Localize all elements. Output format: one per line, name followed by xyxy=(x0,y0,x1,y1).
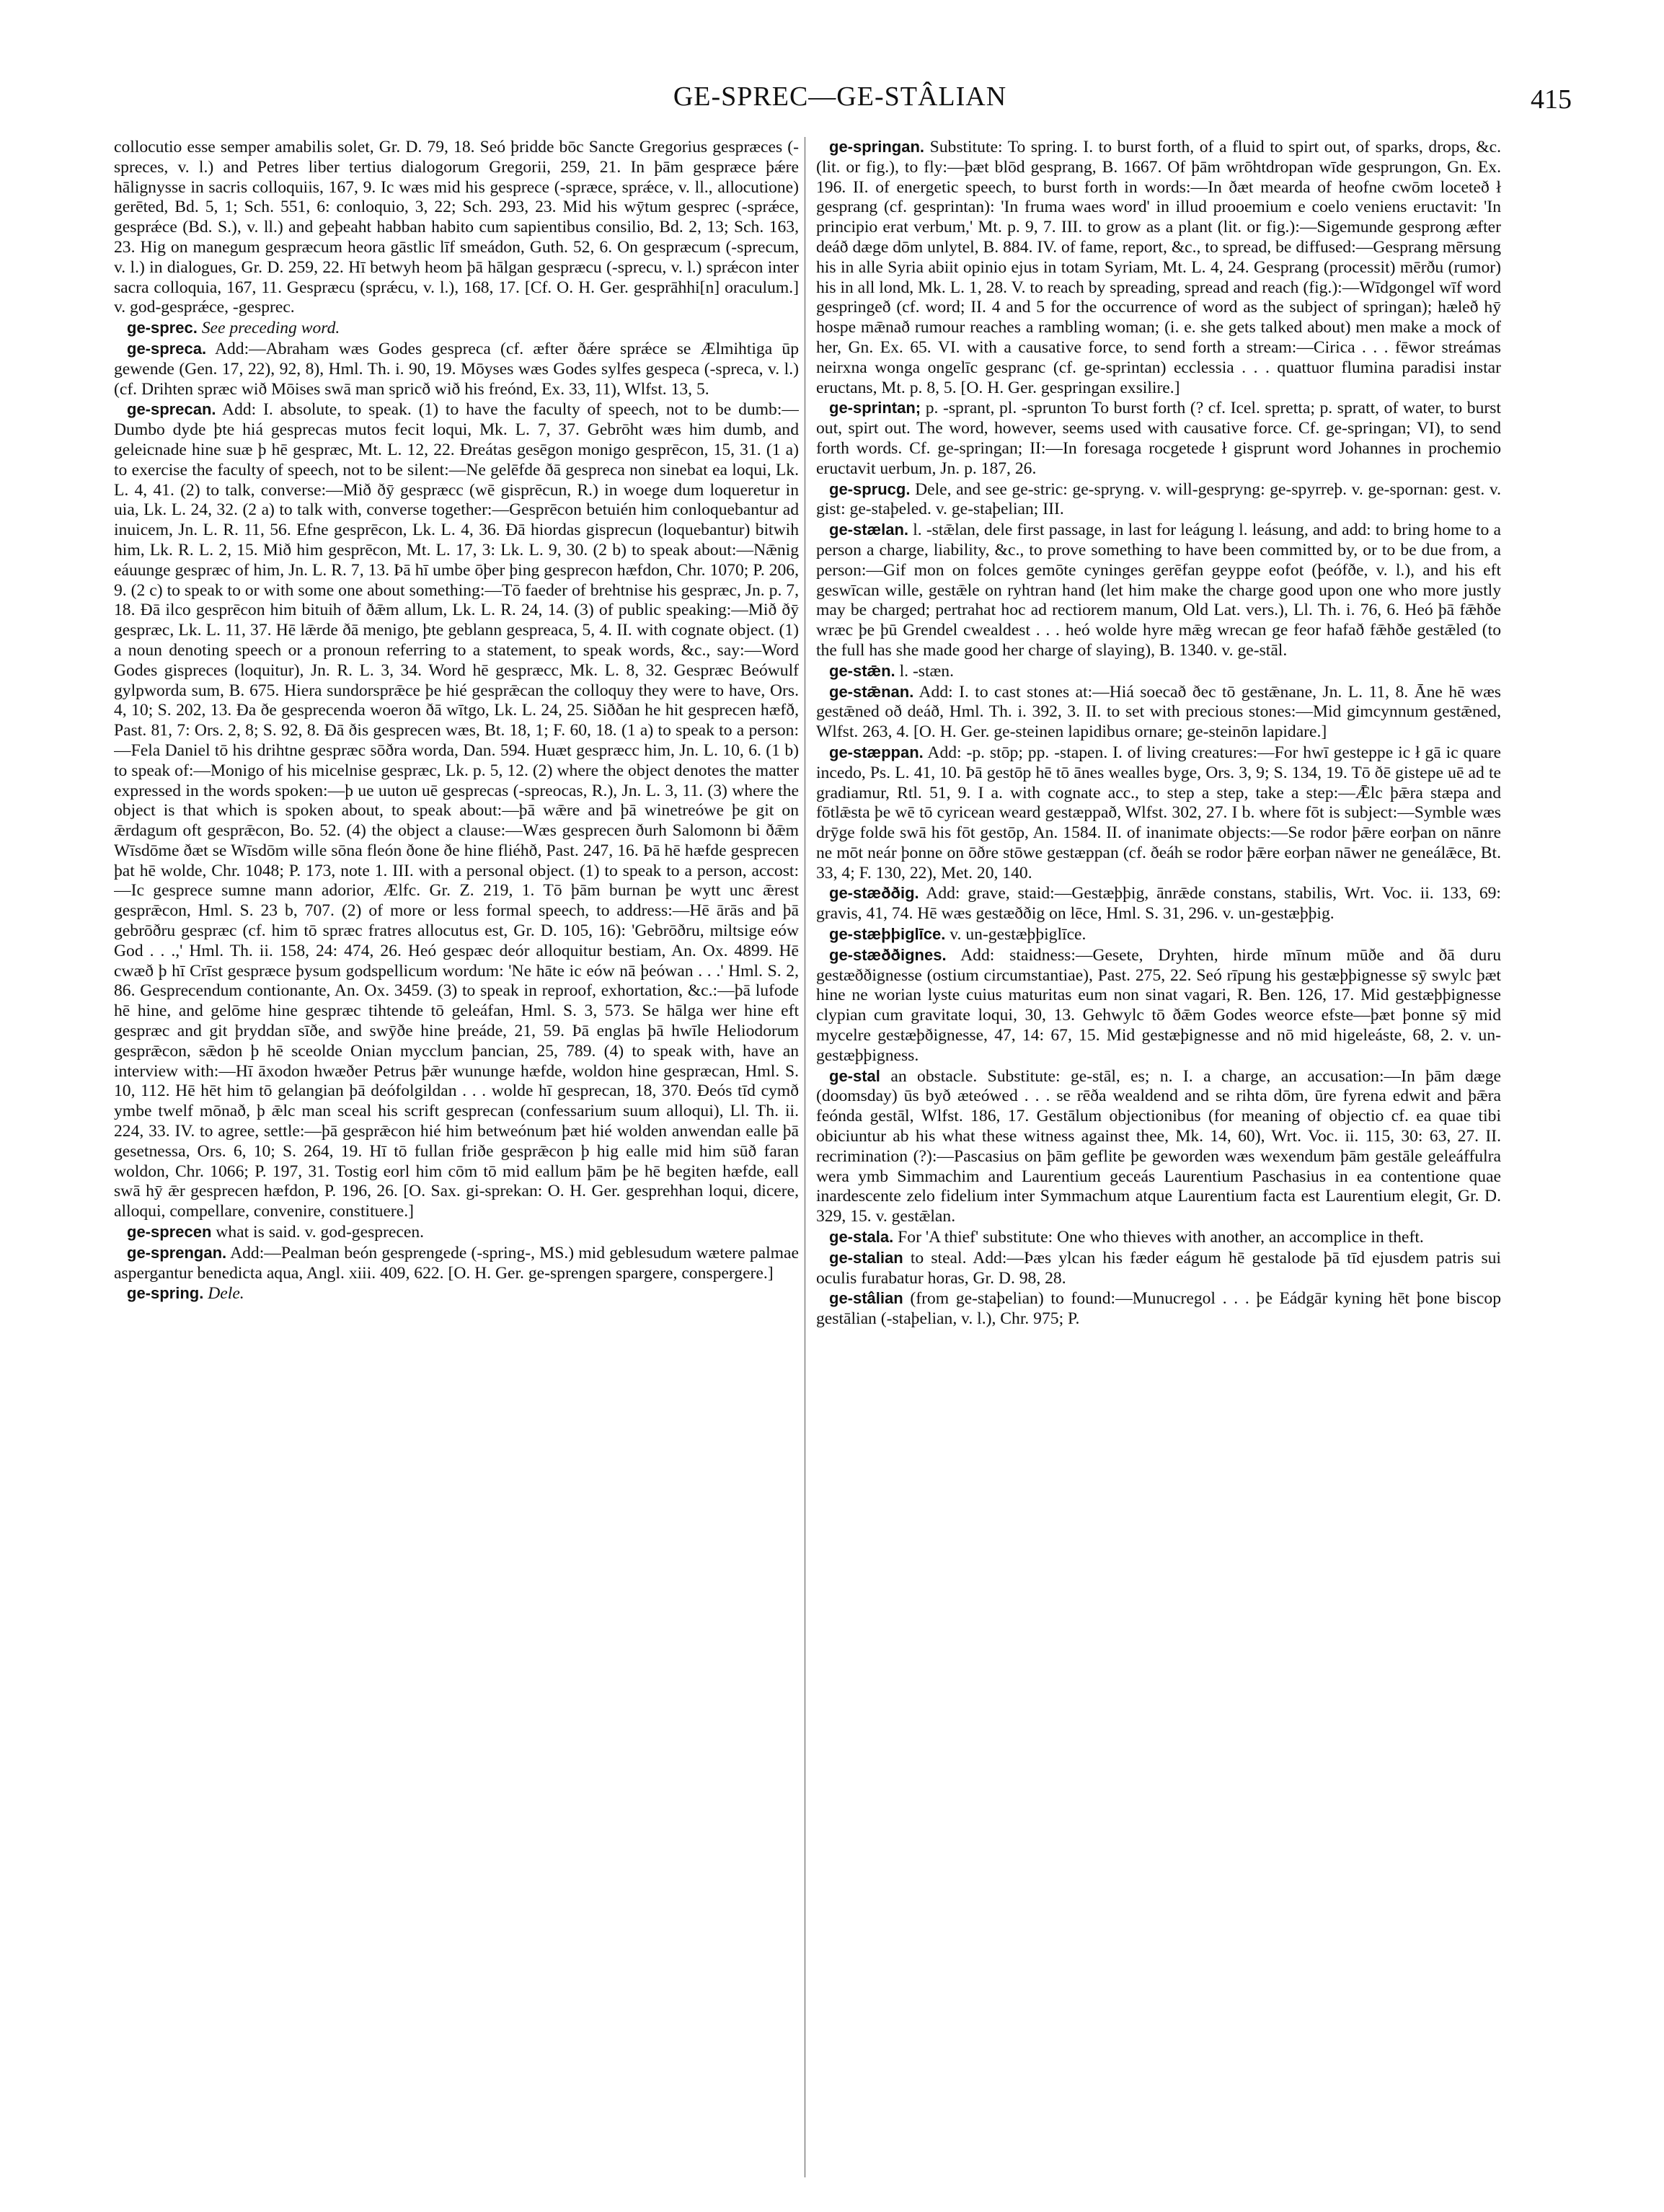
entry-headword: ge-stal xyxy=(829,1066,880,1085)
dictionary-entry xyxy=(816,1288,1501,1330)
entry-headword: ge-stæþþiglīce. xyxy=(829,925,946,944)
entry-headword: ge-stǣn. xyxy=(829,661,895,680)
entry-headword: ge-stæððignes. xyxy=(829,945,947,964)
entry-text: Add: grave, staid:—Gestæþþig, ānrǣde constans, stabilis, Wrt. Voc. ii. 133, 69: gravis, 41, 74. Hē wæs gestæððig on lēce, Hml. S. 31, 296. v. un-gestæþþig. xyxy=(816,884,1501,924)
entry-text: Add:—Pealman beón gesprengede (-spring-, MS.) mid geblesudum wætere palmae aspergantur benedicta aqua, Angl. xiii. 409, 622. [O. H. Ger. ge-sprengen spargere, conspergere.] xyxy=(114,1243,799,1283)
dictionary-entry xyxy=(816,137,1501,398)
dictionary-entry xyxy=(816,924,1501,945)
dictionary-entry xyxy=(114,137,799,318)
entry-headword: ge-stæððig. xyxy=(829,884,919,903)
entry-headword: ge-stælan. xyxy=(829,521,909,539)
dictionary-entry xyxy=(816,520,1501,661)
page-header xyxy=(108,81,1572,124)
dictionary-entry xyxy=(816,945,1501,1066)
entry-text: Dele. xyxy=(208,1284,244,1304)
entry-text: See preceding word. xyxy=(201,319,340,338)
entry-headword: ge-spreca. xyxy=(127,339,207,358)
entry-text: l. -stæn. xyxy=(899,661,954,681)
entry-headword: ge-sprintan; xyxy=(829,399,921,417)
entry-text: Substitute: To spring. I. to burst forth, of a fluid to spirt out, of sparks, drops, &c. (lit. or fig.), to fly:—þæt blōd gesprang, B. 1667. Of þām wrōhtdropan wīde gesprungon, Gn. Ex. 196. II. of energetic speech, to burst forth in words:—In ðæt mearda of heofne cwōm loceteð ł gesprang (cf. gesprintan): 'In fruma waes word' in illud prooemium e coelo veniens eructavit: 'In principio erat verbum,' Mt. p. 9, 7. III. to grow as a plant (lit. or fig.):—Sigemunde gesprong æfter deáð dæge dōm unlytel, B. 884. IV. of fame, report, &c., to spread, be diffused:—Gesprang mērsung his in alle Syria abiit opinio ejus in totam Syriam, Mt. L. 4, 24. Gesprang (processit) mērðu (rumor) his in all lond, Mk. L. 1, 28. V. to reach by spreading, spread and reach (fig.):—Wīdgongel wīf word gespringeð (cf. word; II. 4 and 5 for the occurrence of word as the subject of springan); hæleð hȳ hospe mǣnað rumour reaches a rambling woman; (i. e. she gets talked about) men make a mock of her, Gn. Ex. 65. VI. with a causative force, to send forth a stream:—Cirica . . . fēwor streámas neirxna wonga ongelīc gespranc (cf. ge-sprintan) ecclessia . . . quattuor flumina paradisi instar eructans, Mt. p. 8, 5. [O. H. Ger. gespringan exsilire.] xyxy=(816,138,1501,397)
entry-headword: ge-stæppan. xyxy=(829,743,924,761)
left-column xyxy=(114,137,799,2185)
entry-text: Add: I. to cast stones at:—Hiá soecað ðec tō gestǣnane, Jn. L. 11, 8. Āne hē wæs gestǣned oð deáð, Hml. Th. i. 392, 3. II. to set with precious stones:—Mid gimcynnum gestǣned, Wlfst. 263, 4. [O. H. Ger. ge-steinen lapidibus ornare; ge-steinōn lapidare.] xyxy=(816,682,1501,742)
entry-text: Add: -p. stōp; pp. -stapen. I. of living creatures:—For hwī gesteppe ic ł gā ic quare incedo, Ps. L. 41, 10. Þā gestōp hē tō ānes wealles byge, Ors. 3, 9; S. 134, 19. Tō ðē gistepe uē ad te gradiamur, Rtl. 51, 9. I a. with cognate acc., to step a step, take a step:—Ǣlc þǣra stæpa and fōtlǣsta þe wē tō cyricean weard gestæppað, Wlfst. 302, 27. I b. where fōt is subject:—Symble wæs drȳge folde swā his fōt gestōp, An. 1584. II. of inanimate objects:—Se rodor þǣre eorþan on nānre ne mōt neár þonne on ōðre stōwe gestæppan (cf. ðeáh se rodor þǣre eorþan nāwer ne geneálǣce, Bt. 33, 4; F. 130, 22), Met. 20, 140. xyxy=(816,743,1501,882)
entry-text: For 'A thief' substitute: One who thieves with another, an accomplice in theft. xyxy=(898,1228,1424,1247)
entry-text: Add: staidness:—Gesete, Dryhten, hirde mīnum mūðe and ðā duru gestæððignesse (ostium circumstantiae), Past. 275, 22. Seó rīpung his gestæþþignesse sȳ swylc þæt hine ne worian lyste cuius maturitas eum non sinat vagari, R. Ben. 126, 17. Mid gestæþþignesse clypian cum gravitate loqui, 30, 13. Gehwylc tō ðǣm Godes weorce efste—þæt þonne sȳ mid mycelre gestæþðignesse, 47, 14: 67, 15. Mid gestæþignesse and nō mid higeleáste, 68, 2. v. un-gestæþþigness. xyxy=(816,945,1501,1065)
entry-text: Add:—Abraham wæs Godes gespreca (cf. æfter ðǽre sprǽce se Ælmihtiga ūp gewende (Gen. 17, 22), 92, 8), Hml. Th. i. 90, 19. Mōyses wæs Godes sylfes gespeca (-spreca, v. l.) (cf. Drihten spræc wið Mōises swā man spricð wið his freónd, Ex. 33, 11), Wlfst. 13, 5. xyxy=(114,339,799,399)
page-number: 415 xyxy=(1531,84,1572,115)
entry-headword: ge-sprecan. xyxy=(127,400,216,419)
dictionary-entry xyxy=(816,1066,1501,1227)
entry-text: collocutio esse semper amabilis solet, Gr. D. 79, 18. Seó þridde bōc Sancte Gregorius gespræces (-spreces, v. l.) and Petres liber tertius dialogorum Gregorii, 259, 21. In þām gespræce þǽre hālignysse in sacris colloquiis, 167, 9. Ic wæs mid his gesprece (-spræce, sprǽce, v. ll., allocutione) gerēted, Bd. 5, 1; Sch. 551, 6: conloquio, 3, 22; Sch. 293, 23. Mid his wȳtum gesprec (-sprǽce, gesprǽce (Bd. S.), v. ll.) and geþeaht habban habito cum sapientibus consilio, Bd. 2, 13; Sch. 163, 23. Hig on manegum gespræcum heora gāstlic līf smeádon, Guth. 52, 6. On gespræcum (-sprecum, v. l.) in dialogues, Gr. D. 259, 22. Hī betwyh heom þā hālgan gespræcu (-sprecu, v. l.) sprǽcon inter sacra colloquia, 167, 11. Gespræcu (sprǽcu, v. l.), 168, 17. [Cf. O. H. Ger. gesprāhhi[n] oraculum.] v. god-gesprǽce, -gesprec. xyxy=(114,138,799,317)
entry-text: what is said. v. god-gesprecen. xyxy=(216,1223,425,1242)
entry-headword: ge-sprec. xyxy=(127,319,198,337)
entry-headword: ge-stala. xyxy=(829,1228,894,1247)
entry-text: v. un-gestæþþiglīce. xyxy=(950,925,1087,944)
entry-text: Dele, and see ge-stric: ge-spryng. v. will-gespryng: ge-spyrreþ. v. ge-spornan: gest. v. gist: ge-staþeled. v. ge-staþelian; III. xyxy=(816,479,1501,519)
entry-headword: ge-sprucg. xyxy=(829,479,911,498)
dictionary-entry xyxy=(816,1248,1501,1289)
entry-headword: ge-sprengan. xyxy=(127,1243,227,1262)
entry-text: p. -sprant, pl. -sprunton To burst forth (? cf. Icel. spretta; p. spratt, of water, to burst out, spirt out. The word, however, seems used with causative force. Cf. ge-springan; VI), to send forth words. Cf. ge-springan; II:—In foresaga rocgetede ł gisprunt word Johannes in prochemio eructavit uerbum, Jn. p. 187, 26. xyxy=(816,399,1501,478)
dictionary-entry xyxy=(816,398,1501,479)
dictionary-entry xyxy=(816,743,1501,884)
running-title: GE-SPREC—GE-STÂLIAN xyxy=(673,81,1007,112)
entry-headword: ge-springan. xyxy=(829,138,925,156)
dictionary-entry xyxy=(114,1222,799,1243)
dictionary-entry xyxy=(816,1227,1501,1248)
entry-headword: ge-sprecen xyxy=(127,1223,212,1242)
entry-headword: ge-stalian xyxy=(829,1248,903,1267)
dictionary-entry xyxy=(816,479,1501,521)
entry-headword: ge-stâlian xyxy=(829,1289,903,1308)
dictionary-entry xyxy=(114,399,799,1222)
dictionary-entry xyxy=(114,339,799,399)
dictionary-entry xyxy=(114,1243,799,1284)
dictionary-entry xyxy=(816,883,1501,924)
entry-text: Add: I. absolute, to speak. (1) to have the faculty of speech, not to be dumb:—Dumbo dyde þte hiá gesprecas mutos fecit loqui, Mk. L. 7, 37. Gebrōht wæs him dumb, and geleicnade hine suæ þ hē gespræc, Mt. L. 12, 22. Ðreátas gesēgon monigo gesprēcon, 15, 31. (1 a) to exercise the faculty of speech, not to be silent:—Ne gelēfde ðā gespreca non sinebat ea loqui, Lk. L. 4, 41. (2) to talk, converse:—Mið ðȳ gespræcc (wē gisprēcun, R.) in woege dum loqueretur in uia, Lk. L. 24, 32. (2 a) to talk with, converse together:—Gesprēcon betuién him conloquebantur ad inuicem, Jn. L. R. 11, 56. Efne gesprēcon, Lk. L. 4, 36. Ðā hiordas gisprecun (loquebantur) bitwih him, Lk. R. L. 2, 15. Mið him gesprēcon, Mt. L. 17, 3: Lk. L. 9, 30. (2 b) to speak about:—Nǣnig eáuunge gespræc of him, Jn. L. R. 7, 13. Þā hī umbe ōþer þing gesprecon hæfdon, Chr. 1070; P. 206, 9. (2 c) to speak to or with some one about something:—Tō faeder of brehtnise his gespræc, Jn. p. 7, 18. Ðā ilco gesprēcon him bituih of ðǣm allum, Lk. L. R. 24, 14. (3) of public speaking:—Mið ðȳ gespræc, Lk. L. 11, 37. Hē lǣrde ðā menigo, þte geblann gespreaca, 5, 4. II. with cognate object. (1) a noun denoting speech or a pronoun referring to a statement, to speak words, &c., say:—Word Godes gispreces (loquitur), Jn. R. L. 3, 34. Word hē gespræcc, Mk. L. 8, 32. Gespræc Beówulf gylpworda sum, B. 675. Hiera sundorsprǣce þe hié gesprǣcan the colloquy they were to have, Ors. 4, 10; S. 202, 13. Ða ðe gesprecenda woeron ðā wītgo, Lk. L. 24, 25. Siððan he hit gesprecen hæfð, Past. 81, 7: Ors. 2, 8; S. 92, 8. Ðā ðis gesprecen wæs, Bt. 18, 1; F. 60, 18. (1 a) to speak to a person:—Fela Daniel tō his drihtne gespræc sōðra worda, Dan. 594. Huæt gespræcc him, Jn. L. 10, 6. (1 b) to speak of:—Monigo of his micelnise gespræc, Lk. p. 5, 12. (2) where the object denotes the matter expressed in the words spoken:—þ ue uuton uē gesprecas (-spreocas, R.), Jn. L. 3, 11. (3) where the object is that which is spoken about, to speak about:—þā wǣre and þā winetreówe þe git on ǣrdagum oft gesprǣcon, Bo. 52. (4) the object a clause:—Wæs gesprecen ðurh Salomonn bi ðǣm Wīsdōme ðæt se Wīsdōm wille sōna fleón ðone ðe hine fliéhð, Past. 247, 16. Þā hē hæfde gesprecen þat hē wolde, Chr. 1048; P. 173, note 1. III. with a personal object. (1) to speak to a person, accost:—Ic gesprece sumne mann adorior, Ælfc. Gr. Z. 219, 1. Tō þām burnan þe wytt unc ǣrest gesprǣcon, Hml. S. 23 b, 707. (2) of more or less formal speech, to address:—Hē ārās and þā gebrōðru gespræc (cf. him tō spræc fratres allocutus est, Gr. D. 105, 16): 'Gebrōðru, miltsige eów God . . .,' Hml. Th. ii. 158, 24: 474, 26. Heó gespæc deór alloquitur bestiam, An. Ox. 4899. Hē cwæð þ hī Crīst gespræce þysum godspellicum wordum: 'Ne hāte ic eów nā þeówan . . .' Hml. S. 2, 86. Gesprecendum contionante, An. Ox. 3459. (3) to speak in reproof, exhortation, &c.:—þā lufode hē hine, and gelōme hine gespræc tihtende tō geleáfan, Hml. S. 3, 573. Se hālga wer hine eft gespræc and git þryddan sīðe, and swȳðe hine þreáde, 21, 59. Þā englas þā hwīle Heliodorum gesprǣcon, sǣdon þ hē sceolde Onian mycclum þancian, 25, 789. (4) to speak with, have an interview with:—Hī āxodon hwæðer Petrus þǣr wununge hæfde, woldon hine gespræcan, Hml. S. 10, 112. Hē hēt him tō gelangian þā deófolgildan . . . wolde hī gesprecan, 18, 370. Ðeós tīd cymð ymbe twelf mōnað, þ ǣlc man sceal his scrift gesprecan (confessarium suum alloqui), Ll. Th. ii. 224, 33. IV. to agree, settle:—þā gesprǣcon hié him betweónum þæt hié wolden anwendan ealle þā gesetnessa, Ors. 6, 10; S. 264, 19. Hī tō fullan friðe gesprǣcon þ hig ealle mid him sūð faran woldon, Chr. 1066; P. 197, 31. Tostig eorl him cōm tō mid eallum þām þe hē begiten hæfde, eall swā hȳ ǣr gesprecen hæfdon, P. 196, 26. [O. Sax. gi-sprekan: O. H. Ger. gesprehhan loqui, dicere, alloqui, compellare, convenire, constituere.] xyxy=(114,400,799,1221)
dictionary-entry xyxy=(816,682,1501,743)
right-column xyxy=(816,137,1501,2185)
dictionary-entry xyxy=(114,1283,799,1304)
entry-text: l. -stǣlan, dele first passage, in last for leágung l. leásung, and add: to bring home to a person a charge, liability, &c., to prove something to have been committed by, or to be due from, a person:—Gif mon on folces gemōte cyninges gerēfan geyppe eofot (þeófðe, v. l.), and his eft geswīcan wille, gestǣle on ryhtran hand (let him make the charge good upon one who more justly may be charged; pertrahat hoc ad rectiorem manum, Old Lat. vers.), Ll. Th. i. 76, 6. Heó þā fǣhðe wræc þe þū Grendel cwealdest . . . heó wolde hyre mǣg wrecan ge feor hafað fǣhðe gestǣled (to the full has she made good her charge of slaying), B. 1340. v. ge-stāl. xyxy=(816,521,1501,660)
entry-text: (from ge-staþelian) to found:—Munucregol . . . þe Eádgār kyning hēt þone biscop gestālian (-staþelian, v. l.), Chr. 975; P. xyxy=(816,1289,1501,1329)
dictionary-entry xyxy=(114,318,799,339)
entry-text: an obstacle. Substitute: ge-stāl, es; n. I. a charge, an accusation:—In þām dæge (doomsday) ūs byð æteówed . . . se rēða wealdend and se rihta dōm, ūre fyrena edwit and þǣra feónda gestāl, Wlfst. 186, 17. Gestālum objectionibus (for meaning of objectio cf. ea quae tibi obiciuntur ab his what these witness against thee, Mk. 14, 60), Wrt. Voc. ii. 115, 30: 63, 27. II. recrimination (?):—Pascasius on þām geflite þe geworden wæs wexendum þām gestāle geleáffulra wera ymb Simmachim and Laurentium geceás Laurentium Paschasius in ea contentione quae inardescente zelo fidelium inter Symmachum atque Laurentium facta est Laurentium elegit, Gr. D. 329, 15. v. gestǣlan. xyxy=(816,1066,1501,1226)
entry-text: to steal. Add:—Þæs ylcan his fæder eágum hē gestalode þā tīd ejusdem patris sui oculis furabatur horas, Gr. D. 98, 28. xyxy=(816,1248,1501,1288)
entry-headword: ge-spring. xyxy=(127,1284,204,1303)
entry-headword: ge-stǣnan. xyxy=(829,682,914,701)
dictionary-entry xyxy=(816,661,1501,682)
